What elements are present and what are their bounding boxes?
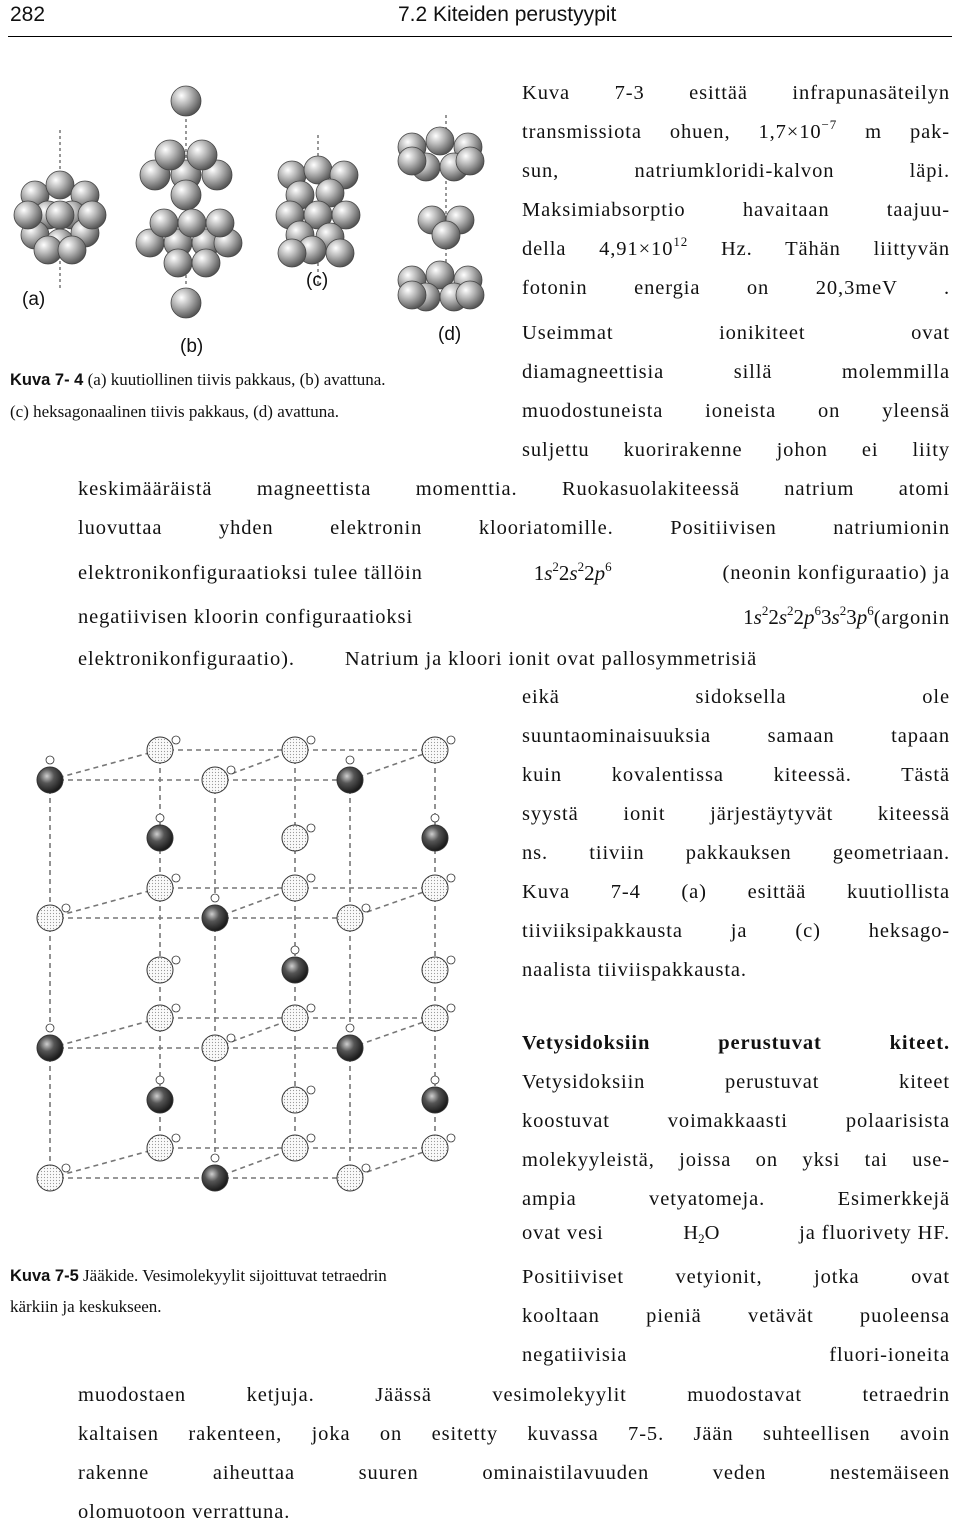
- hydrogen-atom: [211, 894, 219, 902]
- text-line: luovuttaa yhden elektronin klooriatomille. Positiivisen natriumionin: [78, 517, 950, 539]
- hydrogen-atom: [346, 1024, 354, 1032]
- oxygen-atom: [202, 1165, 228, 1191]
- caption-label: Kuva 7-5: [10, 1267, 79, 1285]
- hydrogen-atom: [211, 1154, 219, 1162]
- text-line: muodostuneista ioneista on yleensä: [522, 400, 950, 422]
- sphere: [155, 140, 185, 170]
- oxygen-atom-back: [422, 875, 448, 901]
- oxygen-atom-back: [37, 905, 63, 931]
- hydrogen-atom: [227, 1034, 235, 1042]
- oxygen-atom-back: [282, 1135, 308, 1161]
- oxygen-atom: [337, 1035, 363, 1061]
- text-line: muodostaen ketjuja. Jäässä vesimolekyylit muodostavat tetraedrin: [78, 1384, 950, 1406]
- oxygen-atom: [147, 1087, 173, 1113]
- oxygen-atom: [337, 767, 363, 793]
- figure-7-4-caption-line2: (c) heksagonaalinen tiivis pakkaus, (d) avattuna.: [10, 402, 340, 421]
- paragraph-2-full: [78, 474, 950, 674]
- paragraph-1: [522, 78, 950, 303]
- hydrogen-atom: [291, 946, 299, 954]
- text-line: Positiiviset vetyionit, jotka ovat: [522, 1266, 950, 1288]
- text-line: kaltaisen rakenteen, joka on esitetty kuvassa 7-5. Jään suhteellisen avoin: [78, 1423, 950, 1445]
- hydrogen-bond: [350, 888, 435, 918]
- hydrogen-atom: [156, 1076, 164, 1084]
- paragraph-3-full: [78, 1380, 950, 1527]
- sphere: [171, 180, 201, 210]
- figure-7-5-caption-line2: kärkiin ja keskukseen.: [10, 1297, 162, 1316]
- text-line: naalista tiiviispakkausta.: [522, 959, 747, 981]
- hydrogen-atom: [307, 874, 315, 882]
- hydrogen-atom: [62, 904, 70, 912]
- hydrogen-atom: [172, 1004, 180, 1012]
- hydrogen-atom: [227, 766, 235, 774]
- hydrogen-atom: [447, 1004, 455, 1012]
- header-rule: [8, 36, 952, 37]
- hydrogen-atom: [172, 874, 180, 882]
- hydrogen-atom: [447, 1134, 455, 1142]
- hydrogen-atom: [307, 1086, 315, 1094]
- hydrogen-atom: [46, 1024, 54, 1032]
- label-d: (d): [438, 324, 462, 345]
- hydrogen-atom: [156, 814, 164, 822]
- oxygen-atom: [37, 767, 63, 793]
- text-line: suuntaominaisuuksia samaan tapaan: [522, 725, 950, 747]
- text-line: tiiviiksipakkausta ja (c) heksago-: [522, 920, 950, 942]
- section-heading: Vetysidoksiin perustuvat kiteet.: [522, 1032, 950, 1054]
- oxygen-atom-back: [337, 1165, 363, 1191]
- oxygen-atom-back: [37, 1165, 63, 1191]
- oxygen-atom-back: [147, 875, 173, 901]
- sphere: [398, 281, 426, 309]
- sphere: [46, 201, 74, 229]
- hydrogen-bond: [50, 1148, 160, 1178]
- sphere: [456, 147, 484, 175]
- paragraph-3-column: [522, 1028, 950, 1370]
- oxygen-atom-back: [422, 1005, 448, 1031]
- oxygen-atom-back: [282, 737, 308, 763]
- label-b: (b): [180, 336, 204, 357]
- oxygen-atom: [422, 825, 448, 851]
- hydrogen-bond: [50, 888, 160, 918]
- neon-configuration: $1s^22s^22p^6$: [533, 559, 612, 585]
- hydrogen-atom: [447, 874, 455, 882]
- text-line: Kuva 7-4 (a) esittää kuutiollista: [522, 881, 950, 903]
- hydrogen-bond: [350, 1018, 435, 1048]
- hydrogen-atom: [307, 736, 315, 744]
- hydrogen-bond: [50, 1018, 160, 1048]
- text-line: Vetysidoksiin perustuvat kiteet: [522, 1071, 950, 1093]
- sphere: [171, 288, 201, 318]
- figure-7-5-caption-line1: Kuva 7-5 Jääkide. Vesimolekyylit sijoittuvat tetraedrin: [10, 1266, 387, 1285]
- sphere: [171, 86, 201, 116]
- text-line: suljettu kuorirakenne johon ei liity: [522, 439, 950, 461]
- sphere: [14, 201, 42, 229]
- sphere: [164, 249, 192, 277]
- hydrogen-atom: [362, 1164, 370, 1172]
- oxygen-atom: [37, 1035, 63, 1061]
- oxygen-atom-back: [282, 825, 308, 851]
- figure-7-4-caption-line1: Kuva 7- 4 (a) kuutiollinen tiivis pakkaus, (b) avattuna.: [10, 370, 386, 389]
- figure-7-4-packings: [0, 75, 500, 345]
- oxygen-atom-back: [147, 1135, 173, 1161]
- text-line: transmissiota ohuen, $1,7\times 10^{-7}$ m pak-: [522, 117, 950, 143]
- text-line: kooltaan pieniä vetävät puoleensa: [522, 1305, 950, 1327]
- text-line: Kuva 7-3 esittää infrapunasäteilyn: [522, 82, 950, 104]
- hydrogen-atom: [447, 736, 455, 744]
- oxygen-atom-back: [147, 957, 173, 983]
- sphere: [426, 127, 454, 155]
- sphere: [278, 239, 306, 267]
- hydrogen-atom: [362, 904, 370, 912]
- label-c: (c): [306, 270, 329, 291]
- sphere: [150, 209, 178, 237]
- sphere: [187, 140, 217, 170]
- text-line: keskimääräistä magneettista momenttia. Ruokasuolakiteessä natrium atomi: [78, 478, 950, 500]
- hydrogen-atom: [62, 1164, 70, 1172]
- hydrogen-bond: [350, 1148, 435, 1178]
- sphere: [78, 201, 106, 229]
- text-line: molekyyleistä, joissa on yksi tai use-: [522, 1149, 950, 1171]
- hydrogen-atom: [307, 1134, 315, 1142]
- text-line: elektronikonfiguraatio). Natrium ja kloori ionit ovat pallosymmetrisiä: [78, 648, 758, 670]
- oxygen-atom: [147, 825, 173, 851]
- sphere: [206, 209, 234, 237]
- sphere: [432, 221, 460, 249]
- text-line: della $4,91\times 10^{12}$ Hz. Tähän liittyvän: [522, 234, 950, 260]
- oxygen-atom-back: [422, 957, 448, 983]
- text-line: Useimmat ionikiteet ovat: [522, 322, 950, 344]
- hydrogen-atom: [447, 956, 455, 964]
- oxygen-atom: [422, 1087, 448, 1113]
- paragraph-2-column: [522, 318, 950, 465]
- sphere: [46, 171, 74, 199]
- argon-configuration: $1s^22s^22p^63s^23p^6$: [743, 603, 874, 629]
- oxygen-atom-back: [282, 1087, 308, 1113]
- text-line: syystä ionit järjestäytyvät kiteessä: [522, 803, 950, 825]
- text-line: ovat vesi $H_2O$ ja fluorivety HF.: [522, 1222, 950, 1246]
- paragraph-2-right: [522, 682, 950, 985]
- oxygen-atom-back: [282, 875, 308, 901]
- text-line: kuin kovalentissa kiteessä. Tästä: [522, 764, 950, 786]
- oxygen-atom-back: [422, 737, 448, 763]
- text-line: diamagneettisia sillä molemmilla: [522, 361, 950, 383]
- hydrogen-bond: [50, 750, 160, 780]
- hydrogen-atom: [46, 756, 54, 764]
- hydrogen-atom: [431, 814, 439, 822]
- hydrogen-atom: [307, 1004, 315, 1012]
- caption-label: Kuva 7- 4: [10, 371, 84, 389]
- oxygen-atom-back: [202, 767, 228, 793]
- text-line: koostuvat voimakkaasti polaarisista: [522, 1110, 950, 1132]
- text-line: rakenne aiheuttaa suuren ominaistilavuuden veden nestemäiseen: [78, 1462, 950, 1484]
- label-a: (a): [22, 289, 46, 310]
- text-line: ampia vetyatomeja. Esimerkkejä: [522, 1188, 950, 1210]
- text-line: fotonin energia on 20,3meV .: [522, 277, 950, 299]
- oxygen-atom-back: [147, 1005, 173, 1031]
- hydrogen-atom: [307, 824, 315, 832]
- sphere: [398, 147, 426, 175]
- oxygen-atom-back: [147, 737, 173, 763]
- hydrogen-atom: [172, 956, 180, 964]
- sphere: [58, 236, 86, 264]
- figure-7-5-ice-crystal: [10, 708, 500, 1256]
- hydrogen-bond: [350, 750, 435, 780]
- sphere: [178, 209, 206, 237]
- hydrogen-atom: [172, 736, 180, 744]
- text-line: eikä sidoksella ole: [522, 686, 950, 708]
- text-line: Maksimiabsorptio havaitaan taajuu-: [522, 199, 950, 221]
- page-number: 282: [10, 3, 46, 26]
- sphere: [192, 249, 220, 277]
- hydrogen-atom: [172, 1134, 180, 1142]
- sphere: [326, 239, 354, 267]
- text-line: ns. tiiviin pakkauksen geometriaan.: [522, 842, 950, 864]
- oxygen-atom-back: [202, 1035, 228, 1061]
- hydrogen-atom: [346, 756, 354, 764]
- text-line: sun, natriumkloridi-kalvon läpi.: [522, 160, 950, 182]
- text-line: elektronikonfiguraatioksi tulee tällöin $1s^22s^22p^6$ (neonin konfiguraatio) ja: [78, 556, 950, 590]
- oxygen-atom-back: [422, 1135, 448, 1161]
- oxygen-atom: [202, 905, 228, 931]
- section-title: 7.2 Kiteiden perustyypit: [398, 3, 617, 26]
- sphere: [456, 281, 484, 309]
- text-line: olomuotoon verrattuna.: [78, 1501, 291, 1523]
- text-line: negatiivisia fluori-ioneita: [522, 1344, 950, 1366]
- oxygen-atom-back: [337, 905, 363, 931]
- text-line: negatiivisen kloorin configuraatioksi $1s^22s^22p^63s^23p^6(argonin$: [78, 603, 950, 629]
- hydrogen-atom: [431, 1076, 439, 1084]
- oxygen-atom: [282, 957, 308, 983]
- oxygen-atom-back: [282, 1005, 308, 1031]
